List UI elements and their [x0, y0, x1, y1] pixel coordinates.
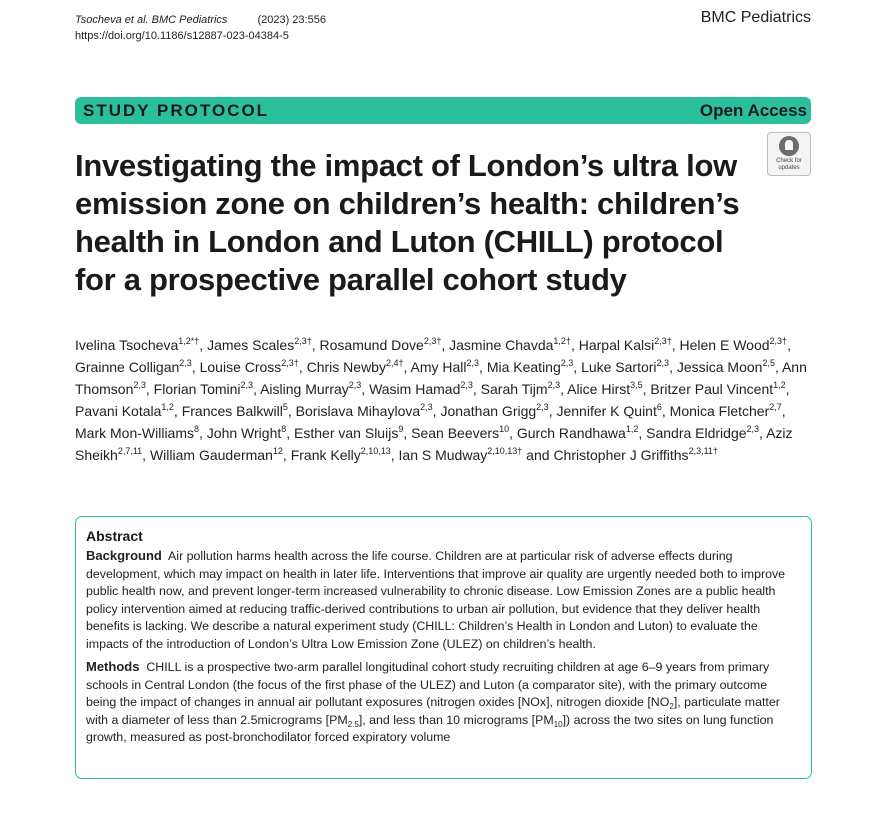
check-for-updates-icon: [779, 136, 799, 156]
author-affiliation: 2,3: [656, 358, 670, 368]
author-affiliation: 9: [398, 424, 404, 434]
author-affiliation: 2,3†: [769, 336, 788, 346]
author-name: James Scales: [207, 337, 295, 353]
author-affiliation: 3,5: [630, 380, 643, 390]
author-name: Aisling Murray: [260, 381, 349, 397]
author-entry[interactable]: [680, 337, 788, 353]
journal-name: BMC Pediatrics: [700, 9, 811, 26]
author-entry[interactable]: [517, 425, 638, 441]
author-list: Ivelina Tsocheva$^{1,2*\dagger}$, James Scales$^{2,3\dagger}$, Rosamund Dove$^{2,3\dagger}$, Jasmine Chavda$^{1,2\dagger}$, Harpal Kalsi$^{2,3\dagger}$, Helen E Wood$^{2,3\dagger}$, Grainne Colligan$^{2,3}$, Louise Cross$^{2,3\dagger}$, Chris Newby$^{2,4\dagger}$, Amy Hall$^{2,3}$, Mia Keating$^{2,3}$, Luke Sartori$^{2,3}$, Jessica Moon$^{2,5}$, Ann Thomson$^{2,3}$, Florian Tomini$^{2,3}$, Aisling Murray$^{2,3}$, Wasim Hamad$^{2,3}$, Sarah Tijm$^{2,3}$, Alice Hirst$^{3,5}$, Britzer Paul Vincent$^{1,2}$, Pavani Kotala$^{1,2}$, Frances Balkwill$^5$, Borislava Mihaylova$^{2,3}$, Jonathan Grigg$^{2,3}$, Jennifer K Quint$^6$, Monica Fletcher$^{2,7}$, Mark Mon-Williams$^8$, John Wright$^8$, Esther van Sluijs$^9$, Sean Beevers$^{10}$, Gurch Randhawa$^{1,2}$, Sandra Eldridge$^{2,3}$, Aziz Sheikh$^{2,7,11}$, William Gauderman$^{12}$, Frank Kelly$^{2,10,13}$, Ian S Mudway$^{2,10,13\dagger}$ and Christopher J Griffiths$^{2,3,11\dagger}$: [75, 336, 807, 463]
abstract-methods: [86, 658, 799, 747]
author-affiliation: 2,7,11: [117, 446, 143, 456]
author-name: Jasmine Chavda: [449, 337, 554, 353]
author-entry[interactable]: [579, 337, 672, 353]
author-entry[interactable]: [670, 403, 782, 419]
author-affiliation: 2,3: [746, 424, 760, 434]
background-label: Background: [86, 548, 162, 563]
author-name: Jonathan Grigg: [440, 403, 537, 419]
author-name: Mark Mon-Williams: [75, 425, 194, 441]
author-entry[interactable]: [307, 359, 404, 375]
author-name: Frances Balkwill: [181, 403, 283, 419]
author-entry[interactable]: [481, 381, 560, 397]
author-name: Christopher J Griffiths: [553, 447, 689, 463]
check-for-updates-badge[interactable]: [767, 132, 811, 176]
citation-line: [75, 12, 326, 28]
author-name: Mia Keating: [486, 359, 561, 375]
author-entry[interactable]: [440, 403, 548, 419]
author-name: Britzer Paul Vincent: [650, 381, 774, 397]
author-name: Amy Hall: [410, 359, 467, 375]
pm10-subscript: 10: [553, 719, 563, 729]
author-affiliation: 2,3: [240, 380, 254, 390]
author-entry[interactable]: [581, 359, 669, 375]
author-affiliation: 2,3†: [423, 336, 442, 346]
author-name: Sandra Eldridge: [646, 425, 747, 441]
author-affiliation: 6: [656, 402, 662, 412]
author-name: William Gauderman: [149, 447, 273, 463]
author-name: Pavani Kotala: [75, 403, 162, 419]
author-name: Florian Tomini: [153, 381, 241, 397]
author-entry[interactable]: [567, 381, 643, 397]
author-affiliation: 2,3: [560, 358, 574, 368]
author-entry[interactable]: [75, 403, 174, 419]
citation-year: (2023) 23:556: [257, 14, 326, 26]
author-affiliation: 2,3†: [654, 336, 672, 346]
abstract-heading: Abstract: [86, 528, 143, 544]
author-entry[interactable]: [677, 359, 775, 375]
author-entry[interactable]: [75, 337, 199, 353]
author-name: Wasim Hamad: [369, 381, 461, 397]
author-affiliation: 2,3: [460, 380, 473, 390]
abstract-background: [86, 547, 799, 653]
author-name: Alice Hirst: [567, 381, 631, 397]
author-name: Harpal Kalsi: [578, 337, 655, 353]
author-affiliation: 2,3: [466, 358, 480, 368]
check-for-updates-label: Check for updates: [776, 158, 802, 171]
author-name: Ian S Mudway: [398, 447, 488, 463]
author-name: Chris Newby: [306, 359, 386, 375]
author-entry[interactable]: [650, 381, 785, 397]
author-entry[interactable]: [207, 337, 312, 353]
author-affiliation: 1,2*†: [178, 336, 200, 346]
doi-link[interactable]: https://doi.org/10.1186/s12887-023-04384-5: [75, 30, 289, 42]
no2-subscript: 2: [669, 702, 674, 711]
author-entry[interactable]: [75, 425, 199, 441]
author-name: John Wright: [206, 425, 282, 441]
author-name: Frank Kelly: [290, 447, 361, 463]
methods-text: ], particulate matter with a diameter of less than 2.5micrograms [PM: [86, 695, 780, 727]
author-entry[interactable]: [207, 425, 286, 441]
citation-authors: Tsocheva et al. BMC Pediatrics: [75, 14, 228, 26]
author-entry[interactable]: [75, 359, 192, 375]
author-name: Gurch Randhawa: [516, 425, 626, 441]
article-type-label: STUDY PROTOCOL: [83, 100, 270, 120]
author-name: Ivelina Tsocheva: [75, 337, 179, 353]
author-name: Sarah Tijm: [480, 381, 548, 397]
author-name: Esther van Sluijs: [294, 425, 399, 441]
author-name: Helen E Wood: [679, 337, 770, 353]
author-affiliation: 8: [194, 424, 200, 434]
author-entry[interactable]: [291, 447, 391, 463]
author-affiliation: 2,3: [133, 380, 146, 390]
author-affiliation: 10: [499, 424, 510, 434]
pm25-subscript: 2.5: [347, 719, 359, 729]
methods-text: ]) across the two sites on lung function growth, measured as post-bronchodilator forced expiratory volume: [86, 712, 774, 744]
author-affiliation: 2,7: [769, 402, 782, 412]
author-name: Jessica Moon: [676, 359, 763, 375]
author-entry[interactable]: [296, 403, 433, 419]
author-name: Aziz Sheikh: [75, 425, 793, 463]
author-affiliation: 2,10,13†: [487, 446, 523, 456]
author-entry[interactable]: [200, 359, 299, 375]
author-name: Louise Cross: [199, 359, 282, 375]
author-name: Rosamund Dove: [319, 337, 424, 353]
author-affiliation: 2,4†: [385, 358, 404, 368]
author-entry[interactable]: [154, 381, 253, 397]
author-name: Borislava Mihaylova: [295, 403, 421, 419]
author-entry[interactable]: [487, 359, 573, 375]
author-name: Luke Sartori: [581, 359, 657, 375]
methods-text: CHILL is a prospective two-arm parallel longitudinal cohort study recruiting children at age 6–9 years from primary schools in Central London (the focus of the first phase of the ULEZ) and Luton (a comparator site), with the primary outcome being the impact of changes in annual air pollutant exposures (nitrogen oxides [NOx], nitrogen dioxide [NO: [86, 660, 770, 709]
author-entry[interactable]: [369, 381, 473, 397]
author-affiliation: 1,2†: [553, 336, 571, 346]
author-affiliation: 2,3: [179, 358, 192, 368]
author-affiliation: 8: [281, 424, 287, 434]
author-affiliation: 2,3†: [294, 336, 312, 346]
author-affiliation: 2,3: [420, 402, 433, 412]
author-entry[interactable]: [449, 337, 571, 353]
background-text: Air pollution harms health across the life course. Children are at particular risk of adverse effects during development, which may impact on health in later life. Interventions that improve air quality are urgently needed both to improve public health now, and prevent longer-term increased vulnerability to chronic disease. Low Emission Zones are a public health policy intervention aimed at reducing traffic-derived contributions to urban air pollution, but evidence that they deliver health benefits is lacking. We describe a natural experiment study (CHILL: Children’s Health in London and Luton) to evaluate the impacts of the introduction of London’s Ultra Low Emission Zone (ULEZ) on children’s health.: [86, 549, 786, 651]
author-entry[interactable]: [182, 403, 288, 419]
author-affiliation: 2,3: [348, 380, 362, 390]
author-affiliation: 2,10,13: [360, 446, 391, 456]
author-entry[interactable]: [646, 425, 759, 441]
author-affiliation: 1,2: [625, 424, 639, 434]
author-affiliation: 2,3: [536, 402, 549, 412]
author-entry[interactable]: [411, 425, 509, 441]
author-affiliation: 2,3†: [281, 358, 299, 368]
author-entry[interactable]: [150, 447, 283, 463]
author-entry[interactable]: [556, 403, 661, 419]
author-affiliation: 2,5: [762, 358, 775, 368]
author-affiliation: 1,2: [161, 402, 174, 412]
article-title: Investigating the impact of London’s ultra low emission zone on children’s health: children’s health in London and Luton (CHILL) protocol for a prospective parallel cohort study: [75, 148, 740, 297]
author-entry[interactable]: [553, 447, 718, 463]
author-name: Monica Fletcher: [669, 403, 770, 419]
methods-text: ], and less than 10 micrograms [PM: [358, 712, 554, 727]
author-name: Grainne Colligan: [75, 359, 180, 375]
author-affiliation: 1,2: [773, 380, 786, 390]
author-affiliation: 5: [282, 402, 288, 412]
author-affiliation: 2,3: [547, 380, 561, 390]
author-entry[interactable]: [411, 359, 480, 375]
author-name: Ann Thomson: [75, 359, 807, 397]
author-entry[interactable]: [399, 447, 523, 463]
author-affiliation: 2,3,11†: [688, 446, 718, 456]
author-name: Sean Beevers: [411, 425, 500, 441]
citation-header: [75, 12, 326, 44]
author-entry[interactable]: [260, 381, 361, 397]
author-entry[interactable]: [294, 425, 403, 441]
author-name: Jennifer K Quint: [556, 403, 657, 419]
methods-label: Methods: [86, 659, 140, 674]
open-access-label: Open Access: [699, 100, 807, 120]
author-affiliation: 12: [272, 446, 283, 456]
author-entry[interactable]: [320, 337, 442, 353]
article-type-banner: [75, 97, 811, 124]
abstract-box: [75, 516, 812, 779]
